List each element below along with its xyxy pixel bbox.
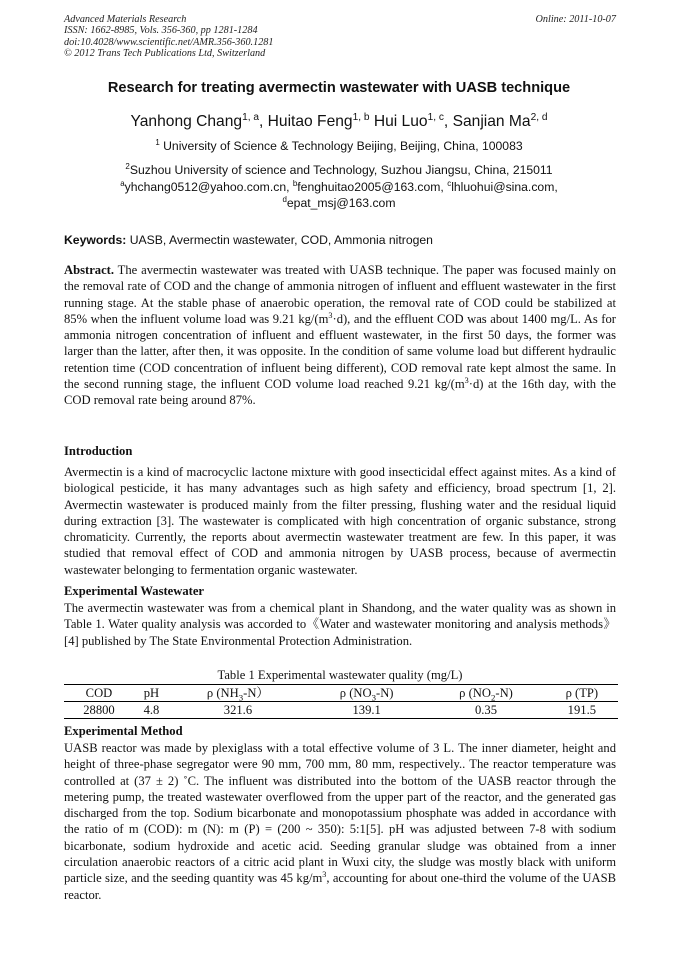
method-text: , accounting for about one-third the volume of the UASB reactor.: [64, 871, 616, 902]
keywords-text: UASB, Avermectin wastewater, COD, Ammonia nitrogen: [126, 233, 433, 247]
table-row: [64, 702, 618, 719]
table-header-cell: pH: [143, 686, 160, 700]
superscript: 3: [328, 310, 333, 320]
abstract-label: Abstract.: [64, 263, 115, 277]
experimental-wastewater-paragraph: The avermectin wastewater was from a chemical plant in Shandong, and the water quality was as shown in Table 1. Water quality analysis was accorded to《Water and wastewater monitoring and analysis methods》[4] published by The State Environmental Protection Administration.: [64, 601, 616, 648]
abstract-text: ·d) at the 16th day, with the COD removal rate being around 87%.: [64, 377, 617, 408]
abstract-text: ·d), and the effluent COD was about 1400 mg/L. As for ammonia nitrogen concentration of influent and effluent wastewater, in the first 50 days, the former was larger than the latter, after then, it was opposite. In the condition of same volume load but different hydraulic retention time (COD concentration of influent being different), COD removal rate kept almost the same. In the second running stage, the influent COD volume load reached 9.21 kg/(m: [64, 311, 616, 392]
section-heading-experimental-method: Experimental Method: [64, 724, 183, 738]
affiliation-1: [40, 138, 638, 154]
table-cell: 28800: [83, 703, 115, 717]
affiliation-number: 1: [155, 137, 160, 147]
email-sup: b: [292, 178, 298, 188]
table-cell: 321.6: [223, 703, 253, 717]
author-name: Sanjian Ma: [452, 113, 531, 130]
table-cell: 139.1: [352, 703, 381, 717]
journal-header: [64, 14, 616, 60]
table-header-cell: ρ (TP): [565, 686, 599, 700]
keywords-line: [64, 233, 616, 247]
email-list: [70, 180, 608, 211]
table-cell: 4.8: [143, 703, 160, 717]
email-sup: d: [282, 194, 287, 204]
superscript: 3: [322, 870, 327, 880]
affiliation-text: University of Science & Technology Beijing, Beijing, China, 100083: [163, 139, 523, 153]
section-heading-experimental-wastewater: Experimental Wastewater: [64, 584, 205, 598]
table-header-cell: ρ $(NO_3-N)$: [339, 686, 394, 703]
affiliation-2: [40, 162, 638, 178]
email-sup: a: [120, 178, 125, 188]
author-name: Yanhong Chang: [130, 113, 243, 130]
abstract-paragraph: [64, 262, 616, 409]
affiliation-number: 2: [125, 161, 130, 171]
author-name: Huitao Feng: [267, 113, 353, 130]
paper-title: Research for treating avermectin wastewater with UASB technique: [107, 80, 571, 96]
doi-line: doi:10.4028/www.scientific.net/AMR.356-360.1281: [64, 36, 274, 48]
email-address: lhluohui@sina.com,: [451, 180, 558, 194]
superscript: 3: [464, 375, 469, 385]
author-sup: 1, b: [352, 111, 370, 123]
email-sup: c: [447, 178, 452, 188]
author-sup: 1, a: [242, 111, 259, 123]
affiliation-text: Suzhou University of science and Technology, Suzhou Jiangsu, China, 215011: [129, 163, 553, 177]
email-address: fenghuitao2005@163.com,: [297, 180, 448, 194]
table-caption: Table 1 Experimental wastewater quality (mg/L): [217, 668, 463, 682]
author-sup: 1, c: [427, 111, 444, 123]
method-text: UASB reactor was made by plexiglass with a total effective volume of 3 L. The inner diameter, height and height of three-phase segregator were 90 mm, 700 mm, 80 mm, respectively.. The reactor temperature was controlled at (37 ± 2) ˚C. The influent was distributed into the bottom of the UASB reactor through the metering pump, the treated wastewater overflowed from the upper part of the reactor, and the generated gas discharged from the top. Sodium bicarbonate and monopotassium phosphate was added in accordance with the ratio of m (COD): m (N): m (P) = (200 ~ 350): 5:1[5]. pH was adjusted between 7-8 with sodium bicarbonate, sodium hydroxide and acetic acid. Seeding granular sludge was obtained from a inner circulation anaerobic reactors of a citric acid plant in Wuxi city, the sludge was mostly black with uniform particle size, and the seeding quantity was 45 kg/m: [64, 741, 616, 886]
water-quality-table: [64, 684, 618, 719]
table-header-row: [64, 685, 618, 702]
keywords-label: Keywords:: [64, 233, 127, 247]
section-heading-introduction: Introduction: [64, 444, 133, 458]
abstract-text: The avermectin wastewater was treated with UASB technique. The paper was focused mainly on the removal rate of COD and the change of ammonia nitrogen of influent and effluent wastewater in the first running stage. At the stable phase of anaerobic operation, the removal rate of COD could be stabilized at 85% when the influent volume load was 9.21 kg/(m: [64, 263, 616, 326]
copyright-line: © 2012 Trans Tech Publications Ltd, Switzerland: [64, 48, 266, 60]
author-list: Yanhong Chang$^{1, a}$, Huitao Feng$^{1, b}$ Hui Luo$^{1, c}$, Sanjian Ma$^{2, d}$: [130, 111, 548, 130]
table-cell: 0.35: [474, 703, 498, 717]
author-sup: 2, d: [530, 111, 548, 123]
table-header-cell: ρ $(NO_2-N)$: [459, 686, 513, 703]
experimental-method-paragraph: [64, 740, 616, 903]
table-header-cell: ρ $(NH_3-N)$: [206, 686, 270, 703]
journal-name: Advanced Materials Research: [64, 14, 187, 25]
table-header-cell: COD: [85, 686, 113, 700]
online-date: Online: 2011-10-07: [535, 14, 616, 25]
issn-line: ISSN: 1662-8985, Vols. 356-360, pp 1281-1284: [64, 25, 258, 37]
email-address: yhchang0512@yahoo.com.cn,: [124, 180, 293, 194]
introduction-paragraph: Avermectin is a kind of macrocyclic lactone mixture with good insecticidal effect against mites. As a kind of biological pesticide, it has many advantages such as high safety and efficiency, broad spectrum [1, 2]. Avermectin wastewater is produced mainly from the filter pressing, flushing water and the residual liquid during extraction [3]. The wastewater is complicated with high concentration of organic substance, strong chromaticity. Currently, the reports about avermectin wastewater treatment are few. In this paper, it was studied that removal effect of COD and ammonia nitrogen by UASB process, because of avermectin wastewater belonging to fermentation organic wastewater.: [64, 465, 616, 577]
author-name: Hui Luo: [373, 113, 428, 130]
table-cell: 191.5: [567, 703, 597, 717]
email-address: epat_msj@163.com: [286, 195, 396, 210]
